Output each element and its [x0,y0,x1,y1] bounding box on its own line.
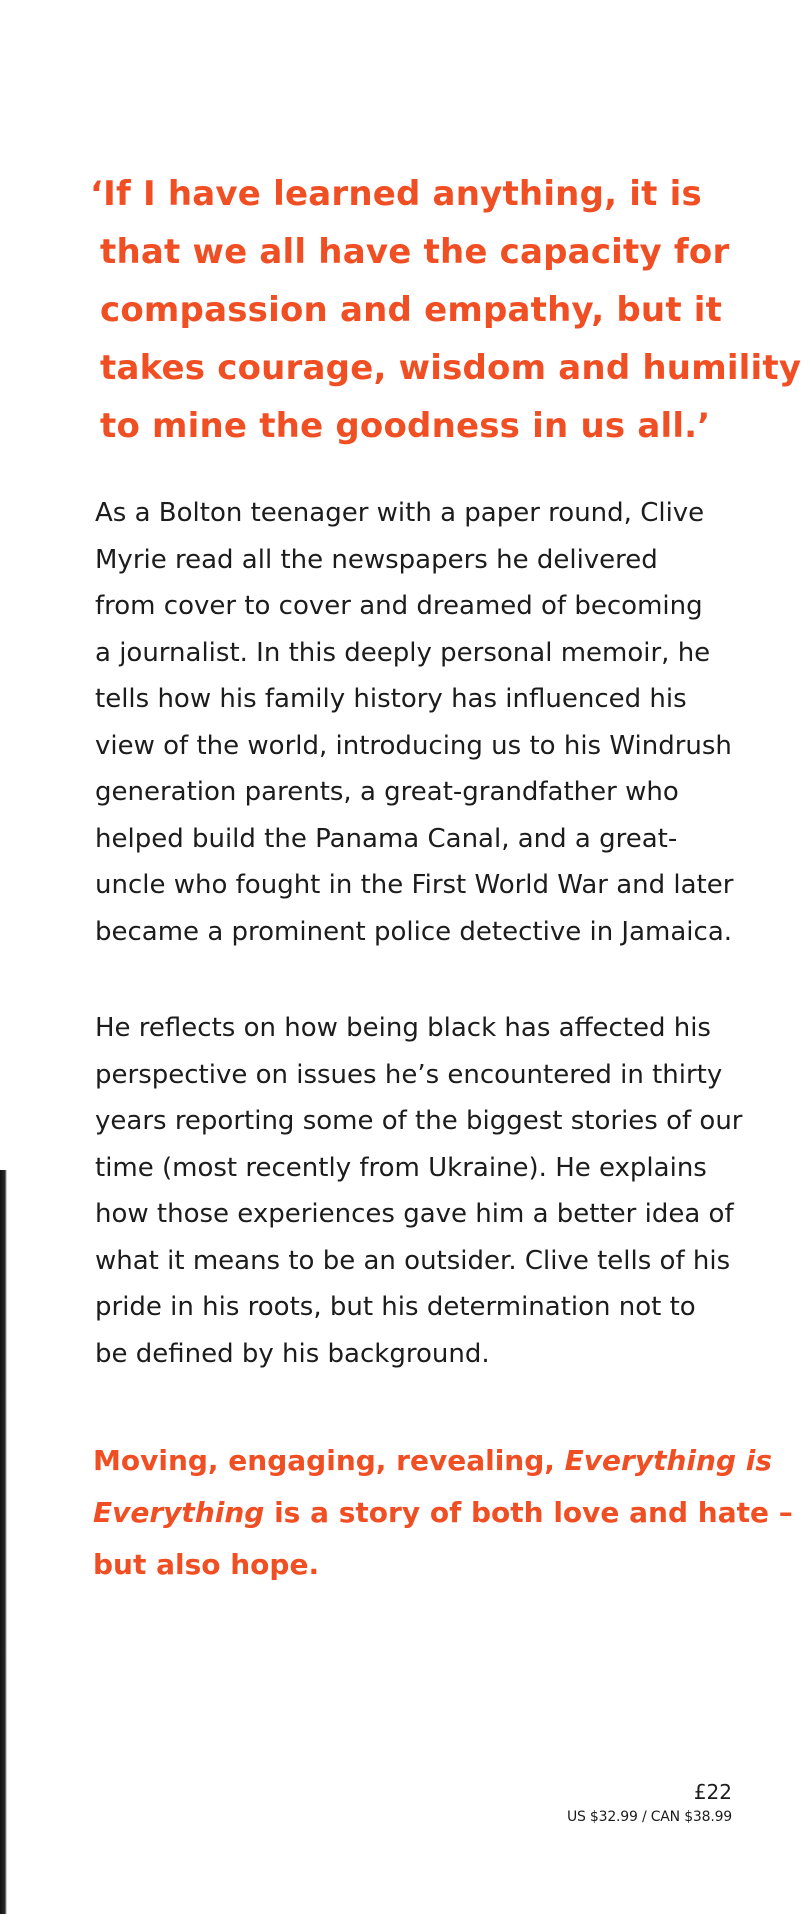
blurb-line: tells how his family history has influenced his [95,684,687,714]
tagline-line-2 [93,1487,793,1539]
pull-quote-line: ‘If I have learned anything, it is [90,174,702,214]
tagline-line-1 [93,1435,783,1487]
price-international: US $32.99 / CAN $38.99 [566,1809,732,1825]
blurb-line: how those experiences gave him a better idea of [95,1199,734,1229]
pull-quote-line: that we all have the capacity for [100,232,730,272]
blurb-line: perspective on issues he’s encountered in thirty [95,1059,723,1090]
price-gbp: £22 [693,1780,732,1804]
blurb-line: Myrie read all the newspapers he delivered [95,544,658,575]
blurb-line: time (most recently from Ukraine). He explains [95,1152,707,1183]
blurb-line: what it means to be an outsider. Clive tells of his [95,1245,731,1276]
tagline [93,1435,793,1591]
tagline-suffix: is a story of both love and hate – [264,1496,793,1529]
blurb-line: helped build the Panama Canal, and a great- [95,823,678,854]
pull-quote-line: takes courage, wisdom and humility [100,348,802,388]
tagline-prefix: Moving, engaging, revealing, [93,1444,565,1477]
blurb-paragraph-1 [95,490,775,955]
blurb-line: generation parents, a great-grandfather who [95,777,679,807]
tagline-line-3: but also hope. [93,1548,320,1581]
book-title-part-2: Everything [93,1496,265,1529]
blurb-line: be defined by his background. [95,1338,490,1369]
blurb-line: uncle who fought in the First World War and later [95,870,734,900]
pull-quote [90,165,802,455]
blurb-line: As a Bolton teenager with a paper round, Clive [95,498,705,528]
blurb-line: from cover to cover and dreamed of becoming [95,591,703,621]
blurb-paragraph-2 [95,1005,775,1377]
pull-quote-line: compassion and empathy, but it [100,290,723,330]
blurb-line: became a prominent police detective in Jamaica. [95,916,733,947]
blurb-line: pride in his roots, but his determination not to [95,1292,696,1322]
blurb-line: a journalist. In this deeply personal memoir, he [95,637,711,668]
blurb-line: view of the world, introducing us to his Windrush [95,730,732,761]
book-title-part-1: Everything is [564,1444,773,1477]
pull-quote-line: to mine the goodness in us all.’ [100,406,711,446]
blurb-line: He reflects on how being black has affected his [95,1013,711,1043]
blurb-line: years reporting some of the biggest stories of our [95,1106,743,1136]
